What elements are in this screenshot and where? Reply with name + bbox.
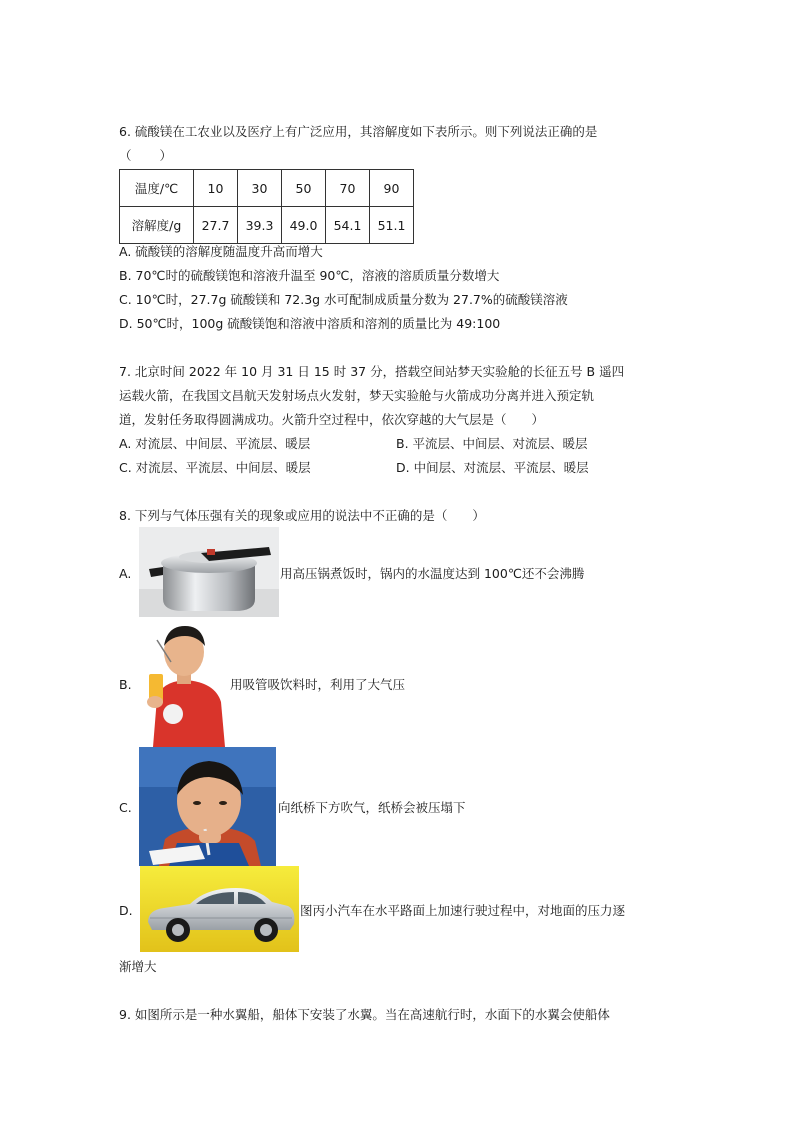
q6-paren-open: （ (119, 148, 132, 163)
q8-option-c-letter[interactable]: C. (119, 800, 132, 815)
table-cell: 30 (238, 170, 282, 207)
table-header-solubility: 溶解度/g (120, 207, 194, 244)
q9-stem: 9. 如图所示是一种水翼船，船体下安装了水翼。当在高速航行时，水面下的水翼会使船体 (119, 1007, 610, 1022)
q7-stem-line-1: 7. 北京时间 2022 年 10 月 31 日 15 时 37 分，搭载空间站梦天实验舱的长征五号 B 遥四 (119, 364, 625, 379)
q8-option-a-letter[interactable]: A. (119, 566, 132, 581)
table-header-temperature: 温度/℃ (120, 170, 194, 207)
q6-option-a[interactable]: A. 硫酸镁的溶解度随温度升高而增大 (119, 244, 323, 259)
q8-option-b-text: 用吸管吸饮料时，利用了大气压 (230, 677, 406, 692)
table-cell: 90 (370, 170, 414, 207)
table-cell: 27.7 (194, 207, 238, 244)
q8-stem: 8. 下列与气体压强有关的现象或应用的说法中不正确的是（ ） (119, 508, 485, 523)
q6-answer-paren (119, 147, 172, 165)
table-cell: 51.1 (370, 207, 414, 244)
q8-option-d-letter[interactable]: D. (119, 903, 133, 918)
q6-option-d[interactable]: D. 50℃时，100g 硫酸镁饱和溶液中溶质和溶剂的质量比为 49:100 (119, 316, 501, 331)
table-cell: 49.0 (282, 207, 326, 244)
table-cell: 54.1 (326, 207, 370, 244)
q8-option-a-text: 用高压锅煮饭时，锅内的水温度达到 100℃还不会沸腾 (280, 566, 585, 581)
car-image (140, 866, 299, 952)
paper-bridge-image (139, 747, 276, 866)
q6-option-c[interactable]: C. 10℃时，27.7g 硫酸镁和 72.3g 水可配制成质量分数为 27.7%的硫酸镁溶液 (119, 292, 568, 307)
table-cell: 10 (194, 170, 238, 207)
q7-option-d[interactable]: D. 中间层、对流层、平流层、暖层 (396, 460, 589, 475)
q8-option-b-letter[interactable]: B. (119, 677, 132, 692)
q6-stem: 6. 硫酸镁在工农业以及医疗上有广泛应用，其溶解度如下表所示。则下列说法正确的是 (119, 124, 598, 139)
q7-option-a[interactable]: A. 对流层、中间层、平流层、暖层 (119, 436, 311, 451)
q7-option-c[interactable]: C. 对流层、平流层、中间层、暖层 (119, 460, 311, 475)
q7-option-b[interactable]: B. 平流层、中间层、对流层、暖层 (396, 436, 588, 451)
table-cell: 39.3 (238, 207, 282, 244)
table-cell: 70 (326, 170, 370, 207)
table-cell: 50 (282, 170, 326, 207)
q6-paren-close: ） (159, 148, 173, 163)
pressure-cooker-image (139, 527, 279, 617)
q7-stem-line-2: 运载火箭，在我国文昌航天发射场点火发射，梦天实验舱与火箭成功分离并进入预定轨 (119, 388, 595, 403)
q8-option-d-text-cont: 渐增大 (119, 959, 157, 974)
solubility-table (119, 169, 414, 244)
q7-stem-line-3: 道，发射任务取得圆满成功。火箭升空过程中，依次穿越的大气层是（ ） (119, 412, 545, 427)
q6-option-b[interactable]: B. 70℃时的硫酸镁饱和溶液升温至 90℃，溶液的溶质质量分数增大 (119, 268, 500, 283)
table-row-solubility (120, 207, 414, 244)
q8-option-c-text: 向纸桥下方吹气，纸桥会被压塌下 (278, 800, 466, 815)
table-row-temperature (120, 170, 414, 207)
q8-option-d-text: 图丙小汽车在水平路面上加速行驶过程中，对地面的压力逐 (300, 903, 626, 918)
boy-straw-image (139, 618, 229, 747)
